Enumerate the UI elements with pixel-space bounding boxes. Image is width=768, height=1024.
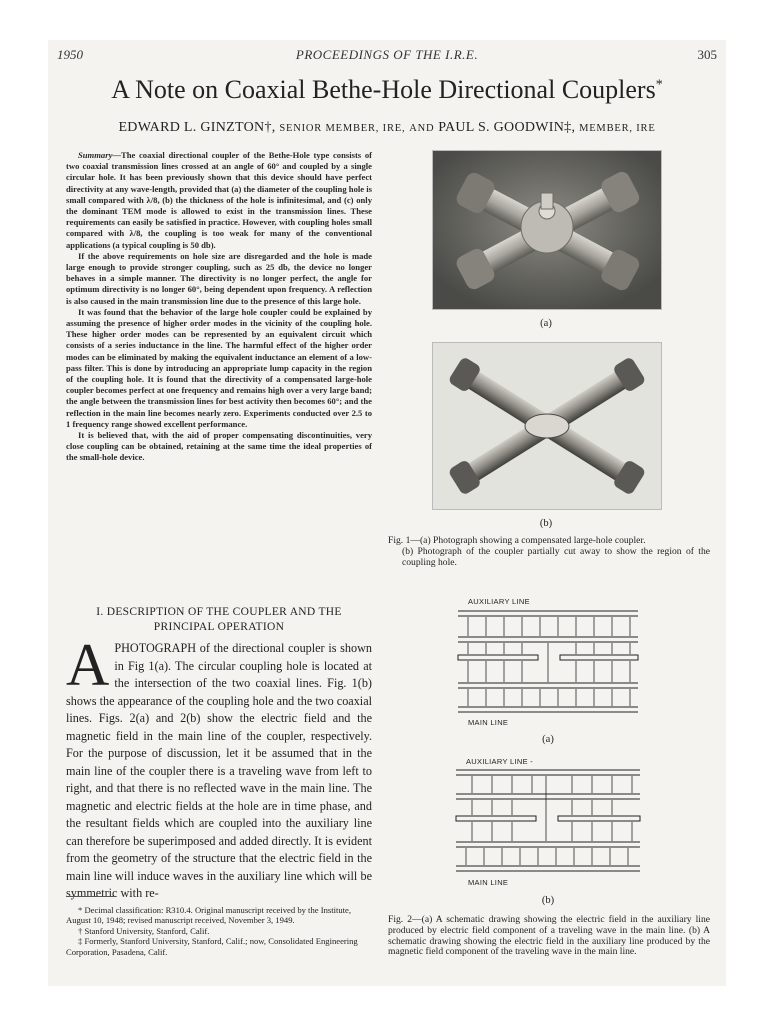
author-2-grade: MEMBER, IRE bbox=[579, 123, 656, 134]
footnote-1: * Decimal classification: R310.4. Original manuscript received by the Institute, August 10, 1948; revised manuscript received, November 3, 1949. bbox=[66, 905, 352, 926]
header-page-number: 305 bbox=[697, 47, 717, 62]
fig1-label-b: (b) bbox=[539, 518, 553, 529]
fig2-label-a: (a) bbox=[542, 734, 554, 745]
author-1-grade: SENIOR MEMBER, IRE, bbox=[279, 123, 406, 134]
drop-cap: A bbox=[66, 632, 110, 698]
fig1-label-a: (a) bbox=[540, 318, 552, 329]
header-journal: PROCEEDINGS OF THE I.R.E. bbox=[295, 47, 479, 62]
fig2a-schematic bbox=[448, 607, 648, 717]
header-year: 1950 bbox=[57, 47, 83, 62]
coupler-photo-b bbox=[432, 342, 662, 510]
fig1-caption-a: Fig. 1—(a) Photograph showing a compensated large-hole coupler. bbox=[388, 535, 646, 546]
section-heading-line-1: I. DESCRIPTION OF THE COUPLER AND THE bbox=[96, 606, 342, 618]
coupler-photo-a bbox=[432, 150, 662, 310]
fig2b-auxiliary-label: AUXILIARY LINE - bbox=[466, 757, 534, 766]
summary-paragraph-1 bbox=[66, 150, 372, 251]
body-text bbox=[66, 632, 372, 903]
fig2a-auxiliary-label: AUXILIARY LINE bbox=[468, 597, 530, 606]
footnote-3: ‡ Formerly, Stanford University, Stanford, Calif.; now, Consolidated Engineering Corporation, Pasadena, Calif. bbox=[66, 936, 358, 957]
title-text: A Note on Coaxial Bethe-Hole Directional Couplers bbox=[111, 75, 656, 104]
page bbox=[48, 40, 726, 986]
summary-lead: Summary bbox=[78, 150, 113, 160]
author-1-mark: † bbox=[264, 120, 272, 135]
fig1-caption-b: (b) Photograph of the coupler partially cut away to show the region of the coupling hole. bbox=[402, 545, 710, 568]
summary-paragraph-4: It is believed that, with the aid of proper compensating discontinuities, very close coupling can be obtained, retaining at the same time the ideal properties of the small-hole device. bbox=[66, 430, 372, 463]
footnotes bbox=[66, 905, 372, 957]
footnote-rule bbox=[66, 896, 116, 897]
fig2-label-b: (b) bbox=[541, 895, 555, 906]
fig1-caption bbox=[388, 536, 710, 568]
summary-paragraph-2: If the above requirements on hole size are disregarded and the hole is made large enough to provide stronger coupling, such as 25 db, the device no longer behaves in a simple manner. The directivity is no longer perfect, the angle for optimum directivity is no longer 60°, being dependent upon frequency. A reflection is also caused in the main transmission line due to the presence of this large hole. bbox=[66, 250, 372, 306]
section-heading-line-2: PRINCIPAL OPERATION bbox=[153, 621, 285, 633]
summary-paragraph-3: It was found that the behavior of the large hole coupler could be explained by assuming the presence of higher order modes in the vicinity of the coupling hole. These higher order modes can be represented by an equivalent circuit which consists of a series inductance in the line. The harmful effect of the higher order modes can be eliminated by making the equivalent inductance an element of a low-pass filter. This is done by introducing an appropriate lump capacity in the region of the coupling hole. It is found that the directivity of a compensated large-hole coupler becomes perfect at one frequency and remains high over a very large band; the angle between the transmission lines for best activity then becomes 60°; and the reflection in the main line becomes nearly zero. Experiments conducted over 2.5 to 1 frequency range showed excellent performance. bbox=[66, 306, 372, 429]
author-1-name: EDWARD L. GINZTON bbox=[118, 120, 265, 135]
author-2-mark: ‡ bbox=[564, 120, 572, 135]
author-2-name: PAUL S. GOODWIN bbox=[438, 120, 565, 135]
summary-block bbox=[66, 150, 372, 464]
paper-title bbox=[48, 75, 726, 105]
fig2-caption: Fig. 2—(a) A schematic drawing showing the electric field in the auxiliary line produced by electric field component of a traveling wave in the main line. (b) A schematic drawing showing the electric field in the auxiliary line produced by the magnetic field component of the traveling wave in the main line. bbox=[388, 914, 710, 958]
footnote-2: † Stanford University, Stanford, Calif. bbox=[78, 925, 210, 936]
author-line: EDWARD L. GINZTON†, SENIOR MEMBER, IRE, AND PAUL S. GOODWIN‡, MEMBER, IRE bbox=[118, 120, 656, 135]
title-footnote-mark: * bbox=[655, 77, 663, 93]
section-heading bbox=[66, 605, 372, 635]
author-and: AND bbox=[409, 123, 435, 134]
fig2b-main-label: MAIN LINE bbox=[468, 878, 509, 887]
summary-text-1: —The coaxial directional coupler of the Bethe-Hole type consists of two coaxial transmission lines crossed at an angle of 60° and coupled by a single circular hole. It has been previously shown that this device should have perfect directivity at any wave-length, provided that (a) the diameter of the coupling hole is small compared with λ/8, (b) the thickness of the hole is infinitesimal, and (c) only the dominant TEM mode is allowed to exist in the transmission lines. These requirements can easily be satisfied in practice. However, with coupling holes small compared with λ/8, the coupling is too weak for many of the conventional applications (a typical coupling is 50 db). bbox=[66, 150, 372, 250]
fig2a-main-label: MAIN LINE bbox=[468, 718, 509, 727]
fig2b-schematic bbox=[448, 766, 648, 876]
body-paragraph: PHOTOGRAPH of the directional coupler is shown in Fig 1(a). The circular coupling hole is located at the intersection of the two coaxial lines. Fig. 1(b) shows the appearance of the coupling hole and the two coaxial lines. Figs. 2(a) and 2(b) show the electric field and the magnetic field in the main line of the coupler, respectively. For the purpose of discussion, let it be assumed that in the main line of the coupler there is a traveling wave from left to right, and that there is no reflected wave in the main line. The magnetic and electric fields at the hole are in time phase, and the resultant fields which are coupled into the auxiliary line can therefore be superimposed and added directly. It is evident from the geometry of the structure that the electric field in the main line will induce waves in the auxiliary line which will be symmetric with re- bbox=[66, 641, 372, 900]
